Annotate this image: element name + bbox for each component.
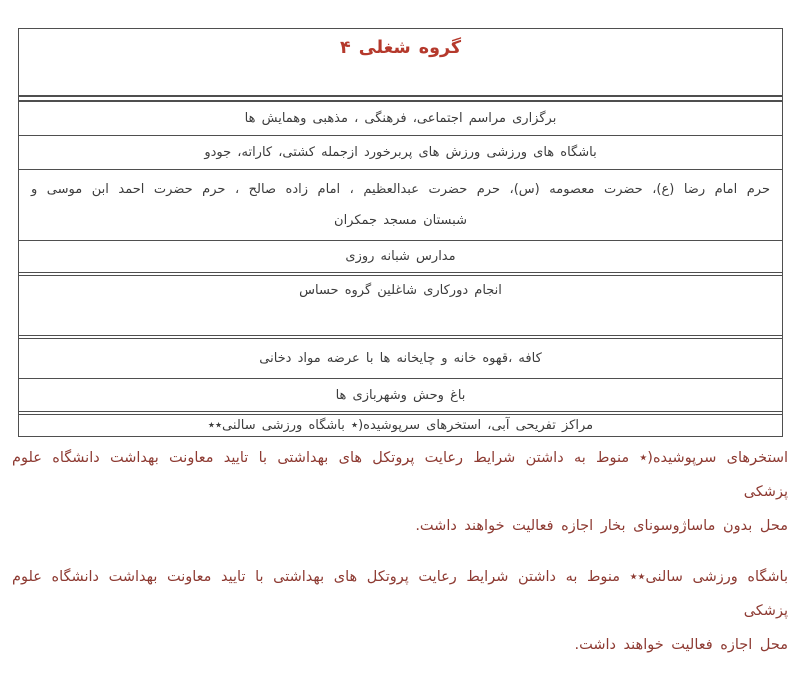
table-row-remote-work — [19, 272, 782, 335]
table-row-holy-shrines — [19, 169, 782, 240]
job-group-table — [18, 28, 783, 437]
footnote-indoor-pools — [12, 441, 788, 543]
table-cell-text: مدارس شبانه روزی — [345, 249, 456, 264]
table-row-zoo-amusement-parks — [19, 378, 782, 411]
table-cell-text: باغ وحش وشهربازی ها — [335, 387, 466, 403]
table-row-cafes-teahouses — [19, 335, 782, 378]
footnote-line: محل بدون ماساژوسونای بخار اجازه فعالیت خواهند داشت. — [415, 518, 788, 534]
table-cell-text: انجام دورکاری شاغلین گروه حساس — [299, 283, 502, 298]
table-row-water-recreation — [19, 411, 782, 436]
table-cell-text: مراکز تفریحی آبی، استخرهای سرپوشیده(٭ باشگاه ورزشی سالنی٭٭ — [207, 418, 594, 433]
table-cell-text: حرم امام رضا (ع)، حضرت معصومه (س)، حرم حضرت عبدالعظیم ، امام زاده صالح ، حرم حضرت احمد ابن موسی و — [31, 182, 770, 197]
footnote-line: باشگاه ورزشی سالنی٭٭ منوط به داشتن شرایط رعایت پروتکل های بهداشتی با تایید معاونت بهداشت دانشگاه علوم پزشکی — [12, 569, 788, 619]
footnote-indoor-sports-clubs — [12, 560, 788, 662]
table-cell-text: برگزاری مراسم اجتماعی، فرهنگی ، مذهبی وهمایش ها — [244, 111, 557, 126]
table-cell-text: باشگاه های ورزشی ورزش های پربرخورد ازجمله کشتی، کاراته، جودو — [204, 145, 597, 160]
table-row-contact-sports-clubs — [19, 135, 782, 169]
footnote-line: استخرهای سرپوشیده(٭ منوط به داشتن شرایط رعایت پروتکل های بهداشتی با تایید معاونت بهداشت دانشگاه علوم پزشکی — [12, 450, 788, 500]
table-title-row — [19, 29, 782, 95]
table-row-ceremonies — [19, 95, 782, 135]
footnote-line: محل اجازه فعالیت خواهند داشت. — [574, 637, 788, 653]
footnotes-section — [12, 441, 788, 679]
table-cell-text: کافه ،قهوه خانه و چایخانه ها با عرضه مواد دخانی — [259, 351, 542, 366]
table-title: گروه شغلی ۴ — [339, 38, 462, 58]
table-cell-text: شبستان مسجد جمکران — [334, 213, 467, 228]
table-row-boarding-schools — [19, 240, 782, 272]
